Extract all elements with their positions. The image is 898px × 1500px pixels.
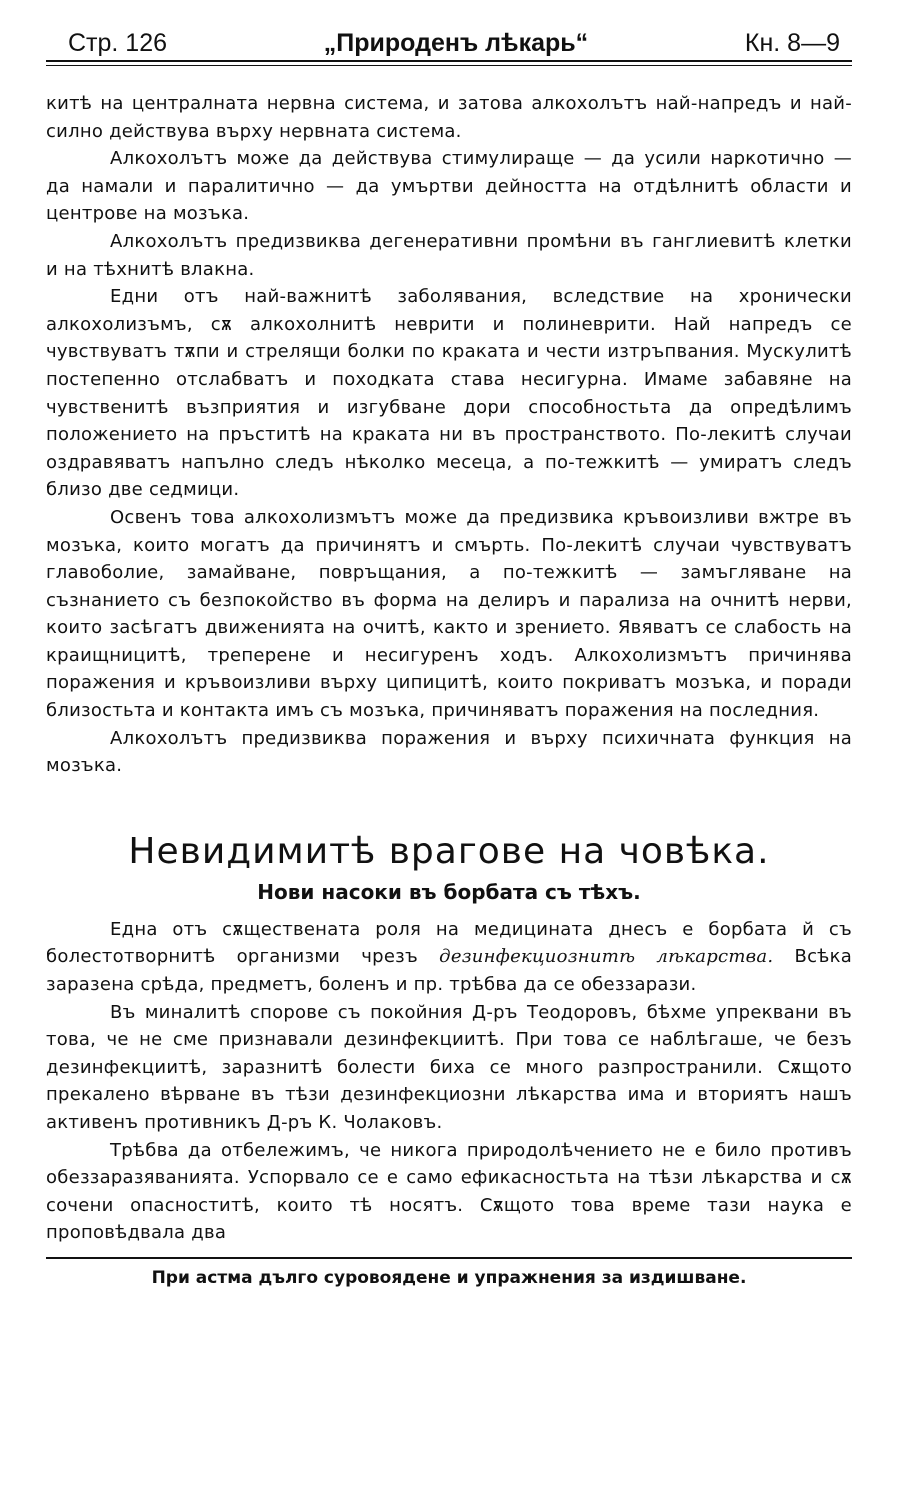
issue-number: Кн. 8—9 [744,29,840,57]
continued-article [46,90,852,780]
paragraph-continuation: китѣ на централната нервна система, и затова алкохолътъ най-напредъ и най-силно действува върху нервната система. [46,93,852,142]
paragraph: Освенъ това алкохолизмътъ може да предизвика кръвоизливи вжтре въ мозъка, които могатъ да причинятъ и смърть. По-лекитѣ случаи чувствуватъ главоболие, замайване, повръщания, а по-тежкитѣ — замъгляване на съзнанието съ безпокойство въ форма на делиръ и парализа на очнитѣ нерви, които засѣгатъ движенията на очитѣ, както и зрението. Явяватъ се слабость на краищницитѣ, треперене и несигуренъ ходъ. Алкохолизмътъ причинява поражения и кръвоизливи върху ципицитѣ, които покриватъ мозъка, и поради близостьта и контакта имъ съ мозъка, причиняватъ поражения на последния. [46,506,852,722]
footer-note: При астма дълго суровоядене и упражнения за издишване. [151,1267,747,1288]
page-number: Стр. 126 [68,29,168,57]
paragraph: Едни отъ най-важнитѣ заболявания, вследствие на хронически алкохолизъмъ, сѫ алкохолнитѣ неврити и полиневрити. Най напредъ се чувствуватъ тѫпи и стрелящи болки по краката и чести изтръпвания. Мускулитѣ постепенно отслабватъ и походката става несигурна. Имаме забавяне на чувственитѣ възприятия и изгубване дори способностьта да опредѣлимъ положението на пръститѣ на краката ни въ пространството. По-лекитѣ случаи оздравяватъ напълно следъ нѣколко месеца, а по-тежкитѣ — умиратъ следъ близо две седмици. [46,286,852,501]
paragraph: Алкохолътъ предизвиква поражения и върху психичната функция на мозъка. [46,727,852,777]
header-rule-bottom [46,65,852,66]
paragraph: Алкохолътъ може да действува стимулираще — да усили наркотично — да намали и паралитично — да умъртви дейността на отдѣлнитѣ области и центрове на мозъка. [46,148,852,225]
running-title: „Природенъ лѣкарь“ [323,29,589,57]
paragraph [46,916,852,999]
article-title: Невидимитѣ врагове на човѣка. [128,830,770,872]
paragraph: Трѣбва да отбележимъ, че никога природолѣчението не е било противъ обеззаразяванията. Успорвало се е само ефикасностьта на тѣзи лѣкарства и сѫ сочени опасноститѣ, които тѣ носятъ. Сѫщото това време тази наука е проповѣдвала два [46,1139,852,1244]
header-rule-top [46,60,852,62]
article-subtitle: Нови насоки въ борбата съ тѣхъ. [257,879,641,904]
paragraph: Въ миналитѣ спорове съ покойния Д-ръ Теодоровъ, бѣхме упреквани въ това, че не сме признавали дезинфекциитѣ. При това се наблѣгаше, че безъ дезинфекциитѣ, заразнитѣ болести биха се много разпространили. Сѫщото прекалено вѣрване въ тѣзи дезинфекциозни лѣкарства има и вториятъ нашъ активенъ противникъ Д-ръ К. Чолаковъ. [46,1001,852,1133]
paragraph-text: Една отъ сѫществената роля на медицината днесъ е борбата й съ болестотворнитѣ организми чрезъ [46,918,852,968]
new-article-body [46,916,852,1247]
paragraph-text: Всѣка заразена срѣда, предметъ, боленъ и пр. трѣбва да се обеззарази. [46,946,853,996]
italic-phrase: дезинфекциознитѣ лѣкарства. [439,946,774,968]
page-header [46,28,852,58]
paragraph: Алкохолътъ предизвиква дегенеративни промѣни въ ганглиевитѣ клетки и на тѣхнитѣ влакна. [46,230,852,280]
footer-rule [46,1257,852,1259]
